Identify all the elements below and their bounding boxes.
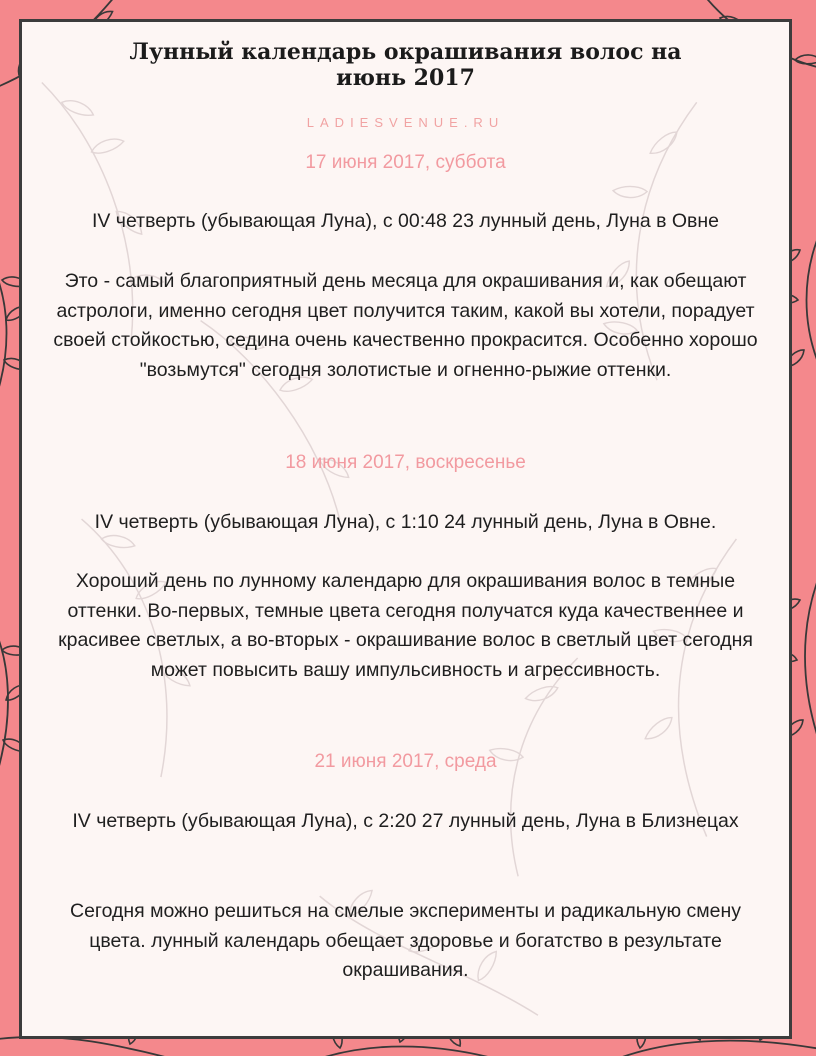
title-line-2: июнь 2017	[336, 65, 475, 91]
page-title	[22, 39, 789, 91]
entry-phase: IV четверть (убывающая Луна), с 00:48 23 лунный день, Луна в Овне	[91, 210, 720, 232]
entry-date: 17 июня 2017, суббота	[305, 152, 506, 173]
entry-date: 21 июня 2017, среда	[314, 751, 497, 772]
entry-phase: IV четверть (убывающая Луна), с 2:20 27 лунный день, Луна в Близнецах	[72, 810, 739, 832]
content-card	[19, 19, 792, 1039]
entry-text: Хороший день по лунному календарю для окрашивания волос в темные оттенки. Во-первых, темные цвета сегодня получатся куда качественнее и красивее светлых, а во-вторых - окрашивание волос в светлый цвет сегодня может повысить вашу импульсивность и агрессивность.	[58, 570, 753, 681]
entry-date: 18 июня 2017, воскресенье	[285, 452, 526, 473]
entry-text: Это - самый благоприятный день месяца для окрашивания и, как обещают астрологи, именно сегодня цвет получится таким, какой вы хотели, порадует своей стойкостью, седина очень качественно прокрасится. Особенно хорошо "возьмутся" сегодня золотистые и огненно-рыжие оттенки.	[53, 270, 758, 381]
entry-text: Сегодня можно решиться на смелые эксперименты и радикальную смену цвета. лунный календарь обещает здоровье и богатство в результате окрашивания.	[69, 900, 742, 981]
entry-phase: IV четверть (убывающая Луна), с 1:10 24 лунный день, Луна в Овне.	[94, 511, 717, 533]
title-line-1: Лунный календарь окрашивания волос на	[129, 39, 682, 65]
site-name: LADIESVENUE.RU	[306, 115, 505, 130]
